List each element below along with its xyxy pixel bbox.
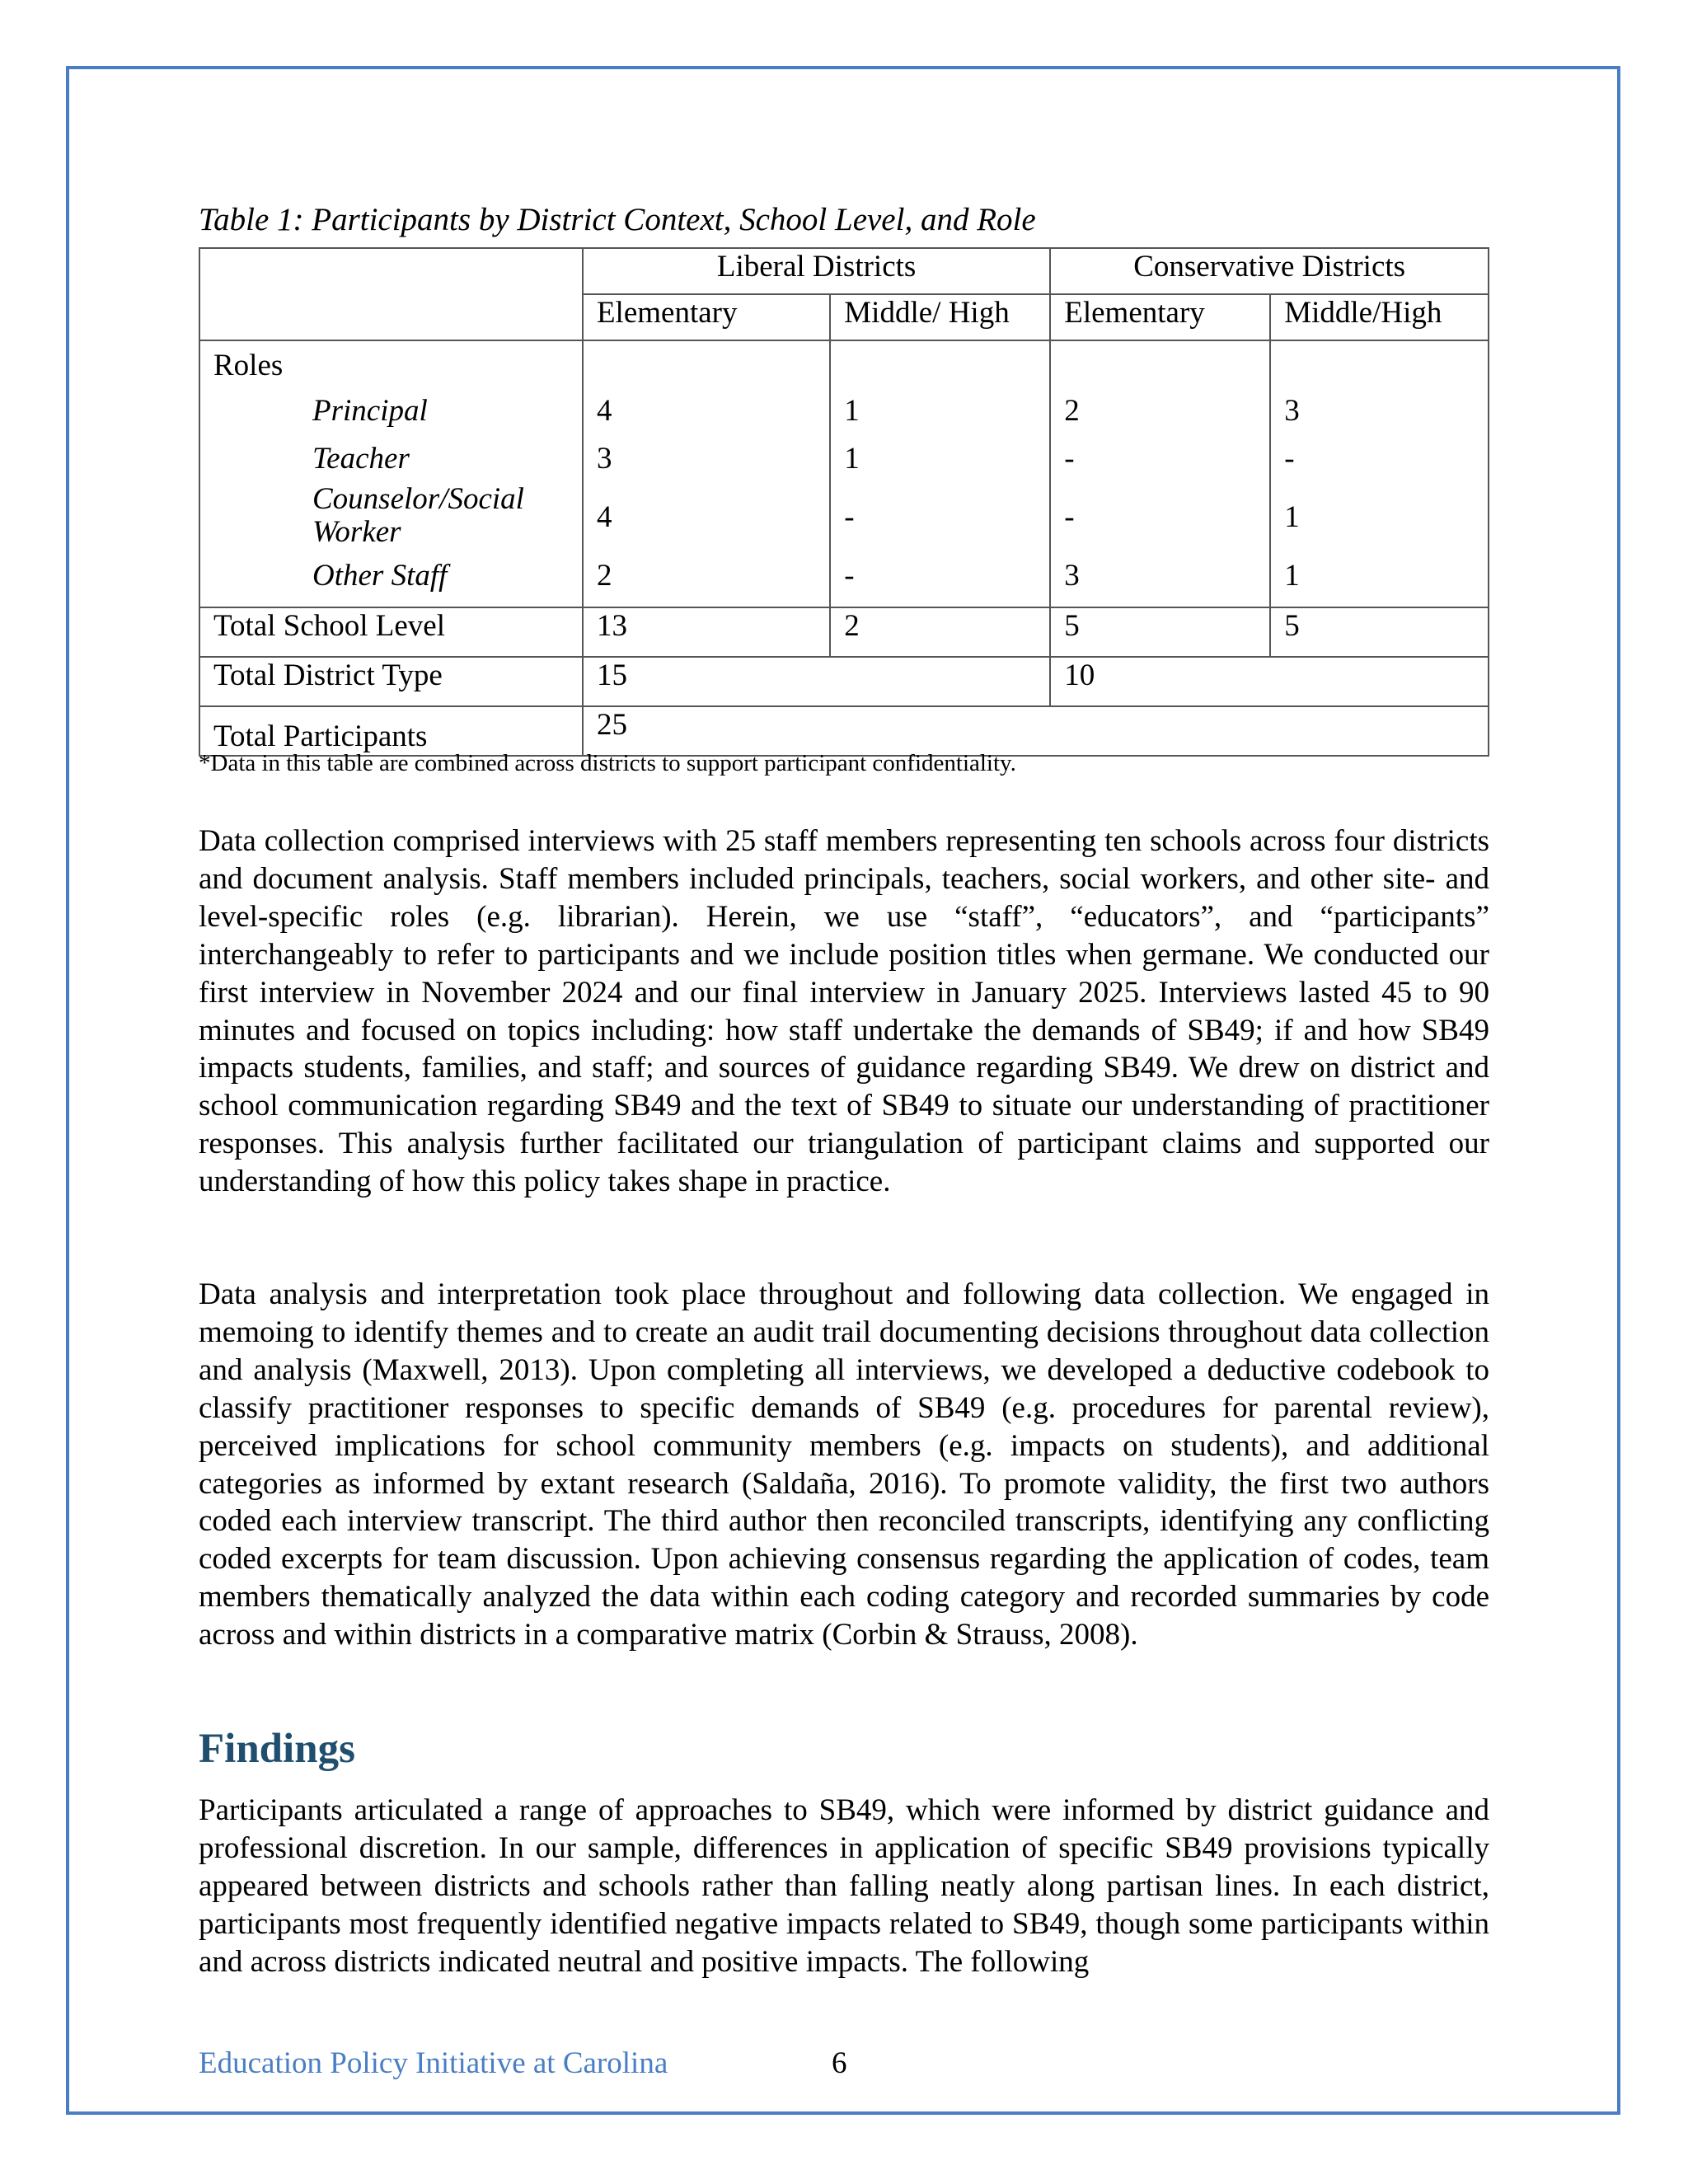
role-value: 3 (596, 442, 612, 476)
role-value: 1 (844, 442, 860, 476)
paragraph-data-analysis: Data analysis and interpretation took place throughout and following data collection. We engaged in memoing to identify themes and to create an audit trail documenting decisions throughout data collection and analysis (Maxwell, 2013). Upon completing all interviews, we developed a deductive codebook to classify practitioner responses to specific demands of SB49 (e.g. procedures for parental review), perceived implications for school community members (e.g. impacts on students), and additional categories as informed by extant research (Saldaña, 2016). To promote validity, the first two authors coded each interview transcript. The third author then reconciled transcripts, identifying any conflicting coded excerpts for team discussion. Upon achieving consensus regarding the application of codes, team members thematically analyzed the data within each coding category and recorded summaries by code across and within districts in a comparative matrix (Corbin & Strauss, 2008). (199, 1277, 1489, 1652)
participants-table (199, 247, 1489, 757)
table-note: *Data in this table are combined across districts to support participant confidentiality. (199, 750, 1016, 776)
role-value: - (1064, 500, 1075, 534)
role-value: - (1284, 442, 1295, 476)
footer-organization: Education Policy Initiative at Carolina (199, 2046, 668, 2080)
paragraph-data-collection: Data collection comprised interviews with 25 staff members representing ten schools across four districts and document analysis. Staff members included principals, teachers, social workers, and other site- and level-specific roles (e.g. librarian). Herein, we use “staff”, “educators”, and “participants” interchangeably to refer to participants and we include position titles when germane. We conducted our first interview in November 2024 and our final interview in January 2025. Interviews lasted 45 to 90 minutes and focused on topics including: how staff undertake the demands of SB49; if and how SB49 impacts students, families, and staff; and sources of guidance regarding SB49. We drew on district and school communication regarding SB49 and the text of SB49 to situate our understanding of practitioner responses. This analysis further facilitated our triangulation of participant claims and supported our understanding of how this policy takes shape in practice. (199, 824, 1489, 1199)
total-school-level-value: 5 (1050, 607, 1270, 657)
table-row-total-district-type (199, 657, 1489, 706)
subheader-conservative-elementary: Elementary (1050, 294, 1270, 340)
role-name-other-staff: Other Staff (312, 559, 448, 593)
subheader-liberal-elementary: Elementary (583, 294, 830, 340)
total-school-level-value: 2 (830, 607, 1050, 657)
subheader-conservative-middle-high: Middle/High (1270, 294, 1489, 340)
roles-values-col-3 (1050, 340, 1270, 607)
total-school-level-value: 5 (1270, 607, 1489, 657)
total-participants-label: Total Participants (199, 706, 583, 756)
header-empty-cell (199, 248, 583, 340)
total-district-type-value: 15 (583, 657, 1050, 706)
total-school-level-label: Total School Level (199, 607, 583, 657)
roles-label: Roles (213, 349, 284, 382)
role-value: 1 (1284, 559, 1300, 593)
role-value: - (844, 559, 855, 593)
total-school-level-value: 13 (583, 607, 830, 657)
roles-values-col-1 (583, 340, 830, 607)
total-participants-value: 25 (583, 706, 1489, 756)
role-value: 2 (1064, 394, 1080, 428)
subheader-liberal-middle-high: Middle/ High (830, 294, 1050, 340)
table-header-groups (199, 248, 1489, 294)
page-number: 6 (832, 2046, 847, 2080)
total-district-type-label: Total District Type (199, 657, 583, 706)
header-liberal-districts: Liberal Districts (583, 248, 1050, 294)
roles-values-col-4 (1270, 340, 1489, 607)
role-value: 1 (844, 394, 860, 428)
role-name-principal: Principal (312, 394, 428, 428)
roles-label-cell (199, 340, 583, 607)
role-value: - (844, 500, 855, 534)
paragraph-findings: Participants articulated a range of approaches to SB49, which were informed by district guidance and professional discretion. In our sample, differences in application of specific SB49 provisions typically appeared between districts and schools rather than falling neatly along partisan lines. In each district, participants most frequently identified negative impacts related to SB49, though some participants within and across districts indicated neutral and positive impacts. The following (199, 1793, 1489, 1979)
role-name-teacher: Teacher (312, 442, 410, 476)
role-value: - (1064, 442, 1075, 476)
role-value: 3 (1064, 559, 1080, 593)
role-value: 4 (596, 500, 612, 534)
table-row-total-school-level (199, 607, 1489, 657)
role-value: 3 (1284, 394, 1300, 428)
header-conservative-districts: Conservative Districts (1050, 248, 1489, 294)
total-district-type-value: 10 (1050, 657, 1489, 706)
roles-values-col-2 (830, 340, 1050, 607)
role-value: 4 (596, 394, 612, 428)
role-value: 1 (1284, 500, 1300, 534)
table-caption: Table 1: Participants by District Context, School Level, and Role (199, 202, 1036, 237)
table-row-roles (199, 340, 1489, 607)
role-name-counselor: Counselor/Social Worker (312, 482, 524, 549)
role-value: 2 (596, 559, 612, 593)
section-heading-findings: Findings (199, 1726, 355, 1772)
